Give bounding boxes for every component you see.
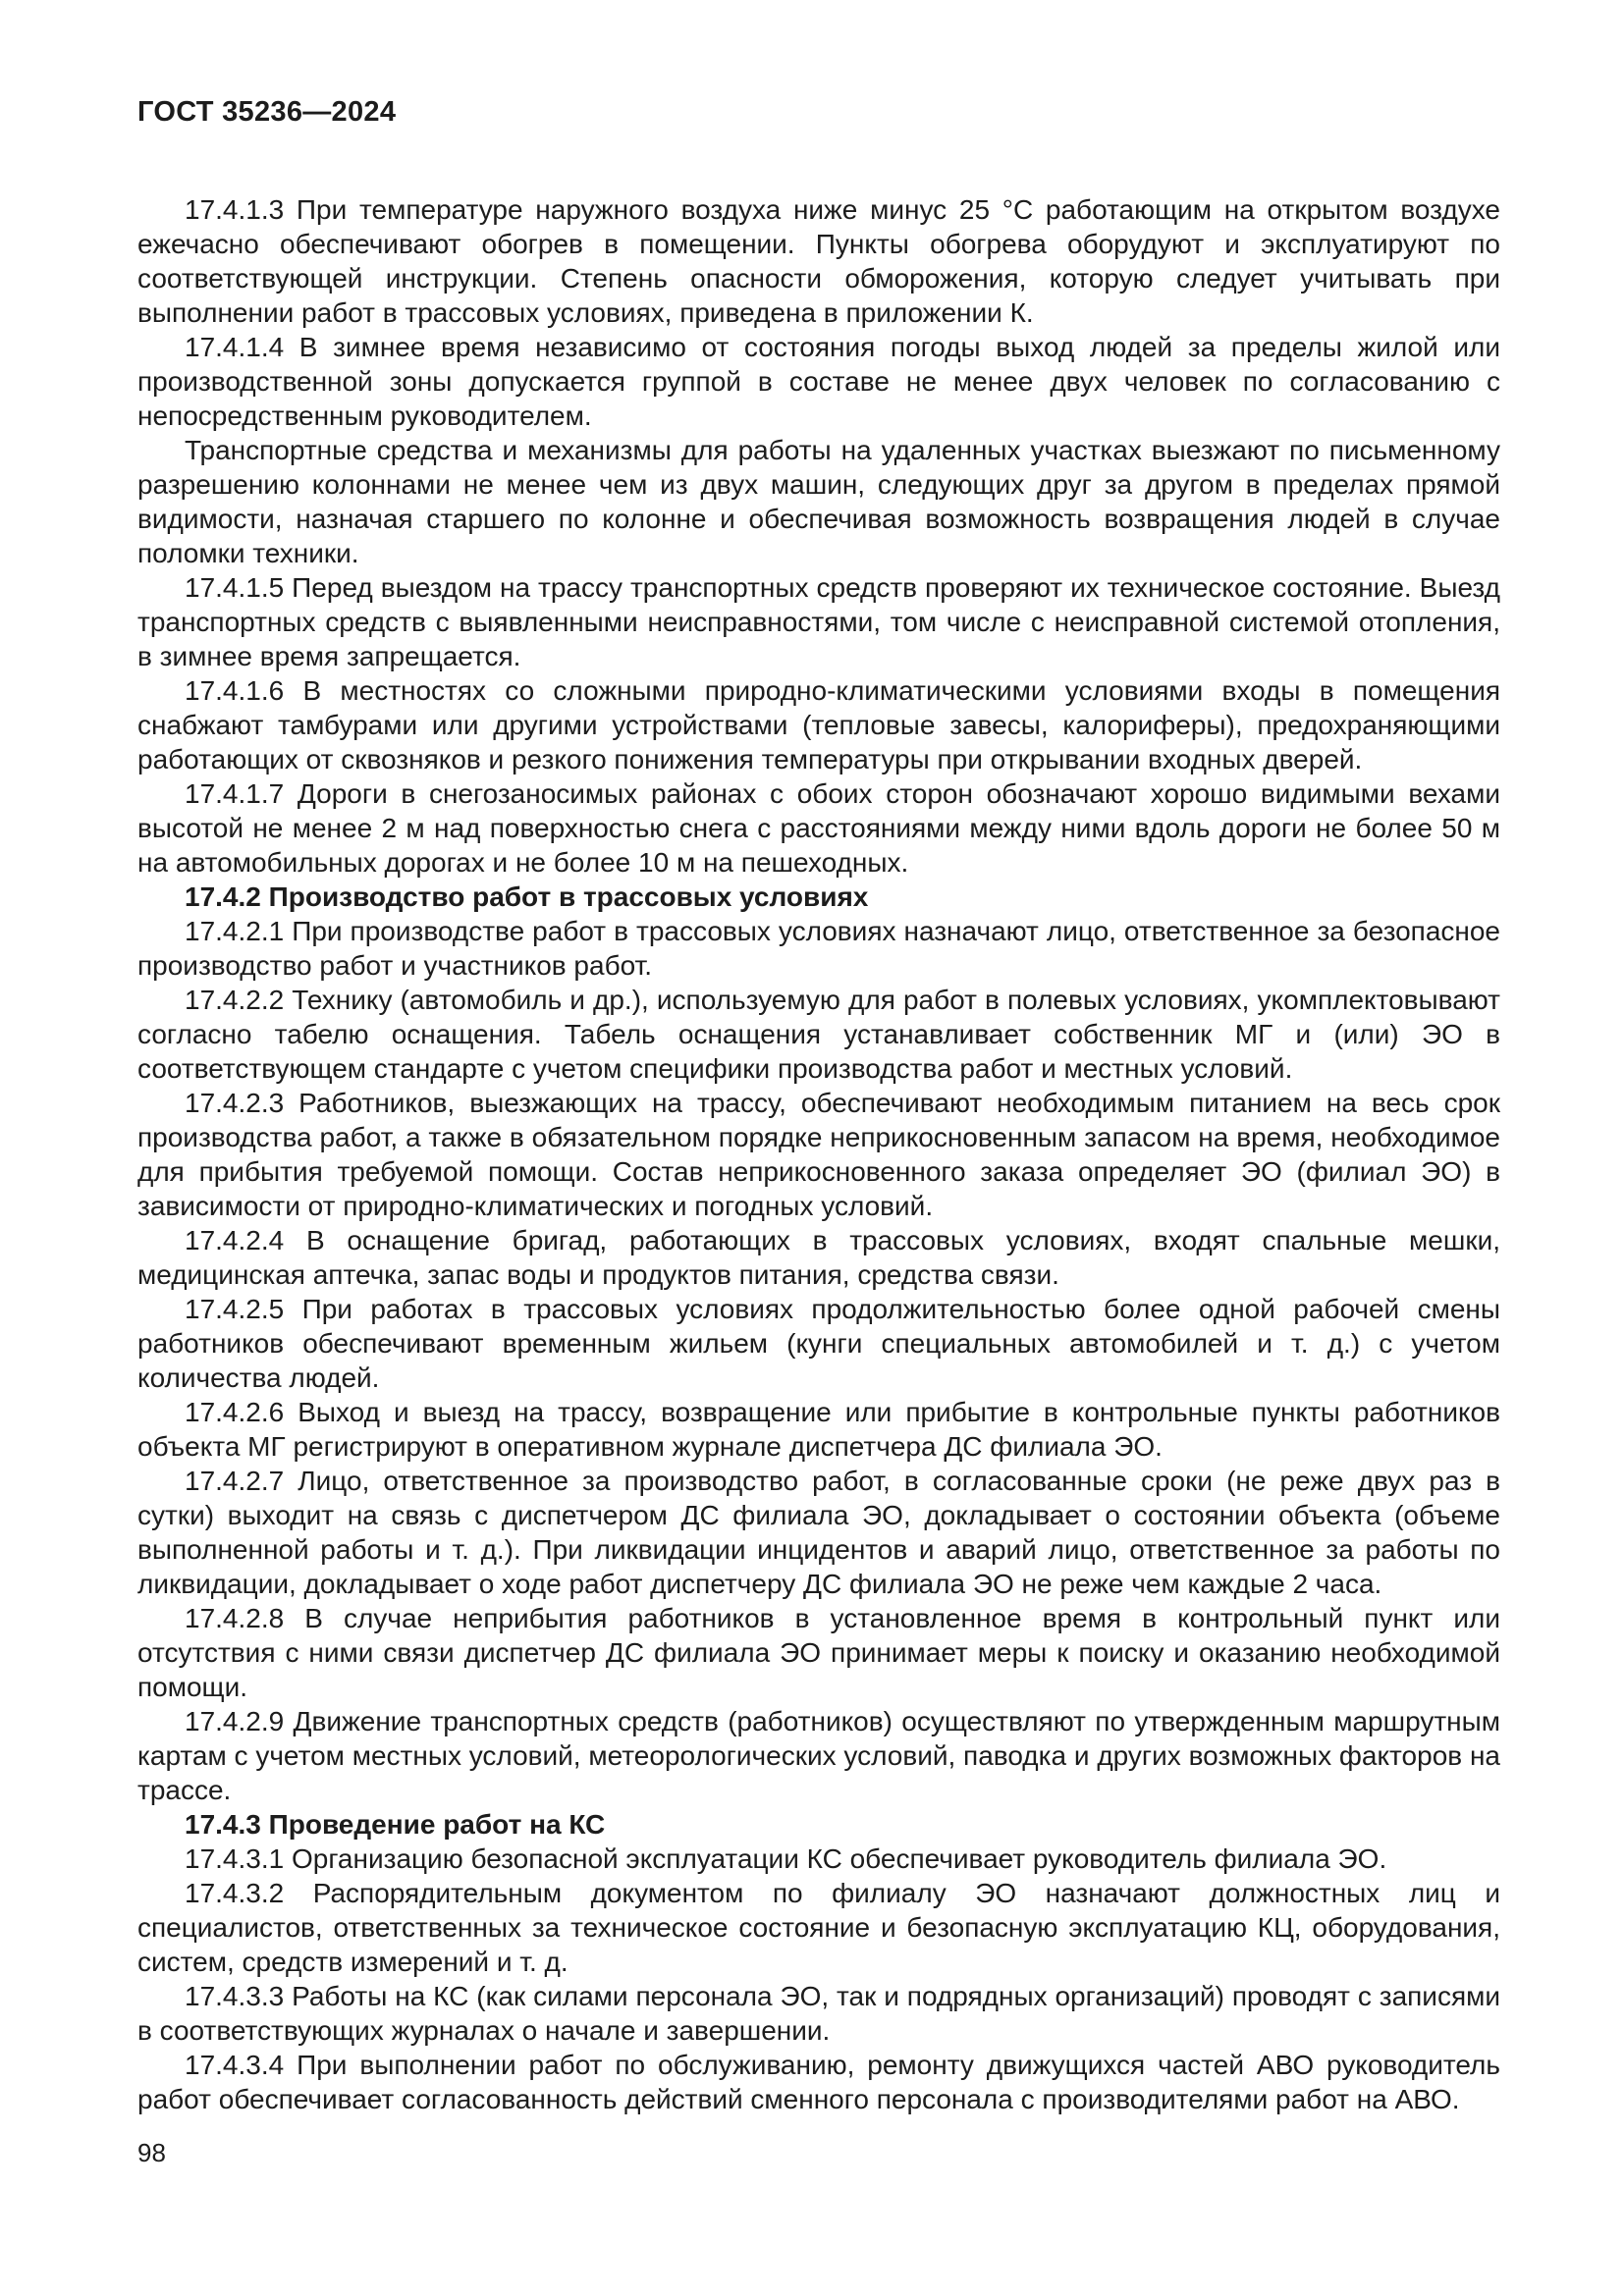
paragraph: 17.4.3.4 При выполнении работ по обслуживанию, ремонту движущихся частей АВО руководитель работ обеспечивает согласованность действий сменного персонала с производителями работ на АВО. xyxy=(137,2050,1500,2114)
paragraph: 17.4.2.5 При работах в трассовых условиях продолжительностью более одной рабочей смены работников обеспечивают временным жильем (кунги специальных автомобилей и т. д.) с учетом количества людей. xyxy=(137,1294,1500,1393)
paragraph: 17.4.2.6 Выход и выезд на трассу, возвращение или прибытие в контрольные пункты работников объекта МГ регистрируют в оперативном журнале диспетчера ДС филиала ЭО. xyxy=(137,1397,1500,1462)
paragraph: 17.4.2.7 Лицо, ответственное за производство работ, в согласованные сроки (не реже двух раз в сутки) выходит на связь с диспетчером ДС филиала ЭО, докладывает о состоянии объекта (объеме выполненной работы и т. д.). При ликвидации инцидентов и аварий лицо, ответственное за работы по ликвидации, докладывает о ходе работ диспетчеру ДС филиала ЭО не реже чем каждые 2 часа. xyxy=(137,1466,1500,1599)
paragraph: 17.4.2.2 Технику (автомобиль и др.), используемую для работ в полевых условиях, укомплектовывают согласно табелю оснащения. Табель оснащения устанавливает собственник МГ и (или) ЭО в соответствующем стандарте с учетом специфики производства работ и местных условий. xyxy=(137,985,1500,1084)
paragraph: 17.4.1.3 При температуре наружного воздуха ниже минус 25 °С работающим на открытом воздухе ежечасно обеспечивают обогрев в помещении. Пункты обогрева оборудуют и эксплуатируют по соответствующей инструкции. Степень опасности обморожения, которую следует учитывать при выполнении работ в трассовых условиях, приведена в приложении К. xyxy=(137,194,1500,328)
section-heading: 17.4.2 Производство работ в трассовых условиях xyxy=(185,881,869,912)
paragraph: 17.4.1.6 В местностях со сложными природно-климатическими условиями входы в помещения снабжают тамбурами или другими устройствами (тепловые завесы, калориферы), предохраняющими работающих от сквозняков и резкого понижения температуры при открывании входных дверей. xyxy=(137,675,1500,774)
paragraph: 17.4.2.9 Движение транспортных средств (работников) осуществляют по утвержденным маршрутным картам с учетом местных условий, метеорологических условий, паводка и других возможных факторов на трассе. xyxy=(137,1706,1500,1805)
paragraph: 17.4.2.1 При производстве работ в трассовых условиях назначают лицо, ответственное за безопасное производство работ и участников работ. xyxy=(137,916,1500,981)
paragraph: 17.4.1.7 Дороги в снегозаносимых районах с обоих сторон обозначают хорошо видимыми вехами высотой не менее 2 м над поверхностью снега с расстояниями между ними вдоль дороги не более 50 м на автомобильных дорогах и не более 10 м на пешеходных. xyxy=(137,778,1500,878)
paragraph: 17.4.2.8 В случае неприбытия работников в установленное время в контрольный пункт или отсутствия с ними связи диспетчер ДС филиала ЭО принимает меры к поиску и оказанию необходимой помощи. xyxy=(137,1603,1500,1702)
paragraph: 17.4.2.3 Работников, выезжающих на трассу, обеспечивают необходимым питанием на весь срок производства работ, а также в обязательном порядке неприкосновенным запасом на время, необходимое для прибытия требуемой помощи. Состав неприкосновенного заказа определяет ЭО (филиал ЭО) в зависимости от природно-климатических и погодных условий. xyxy=(137,1088,1500,1221)
paragraph: 17.4.2.4 В оснащение бригад, работающих в трассовых условиях, входят спальные мешки, медицинская аптечка, запас воды и продуктов питания, средства связи. xyxy=(137,1225,1500,1290)
paragraph: Транспортные средства и механизмы для работы на удаленных участках выезжают по письменному разрешению колоннами не менее чем из двух машин, следующих друг за другом в пределах прямой видимости, назначая старшего по колонне и обеспечивая возможность возвращения людей в случае поломки техники. xyxy=(137,435,1500,568)
paragraph: 17.4.3.3 Работы на КС (как силами персонала ЭО, так и подрядных организаций) проводят с записями в соответствующих журналах о начале и завершении. xyxy=(137,1981,1500,2046)
page-number: 98 xyxy=(137,2138,166,2167)
paragraph: 17.4.1.5 Перед выездом на трассу транспортных средств проверяют их техническое состояние. Выезд транспортных средств с выявленными неисправностями, том числе с неисправной системой отопления, в зимнее время запрещается. xyxy=(137,572,1500,671)
content xyxy=(137,192,1500,2116)
section-heading: 17.4.3 Проведение работ на КС xyxy=(185,1809,606,1840)
paragraph: 17.4.3.1 Организацию безопасной эксплуатации КС обеспечивает руководитель филиала ЭО. xyxy=(185,1843,1387,1874)
paragraph: 17.4.1.4 В зимнее время независимо от состояния погоды выход людей за пределы жилой или производственной зоны допускается группой в составе не менее двух человек по согласованию с непосредственным руководителем. xyxy=(137,332,1500,431)
paragraph: 17.4.3.2 Распорядительным документом по филиалу ЭО назначают должностных лиц и специалистов, ответственных за техническое состояние и безопасную эксплуатацию КЦ, оборудования, систем, средств измерений и т. д. xyxy=(137,1878,1500,1977)
document-code-header: ГОСТ 35236—2024 xyxy=(137,96,397,128)
